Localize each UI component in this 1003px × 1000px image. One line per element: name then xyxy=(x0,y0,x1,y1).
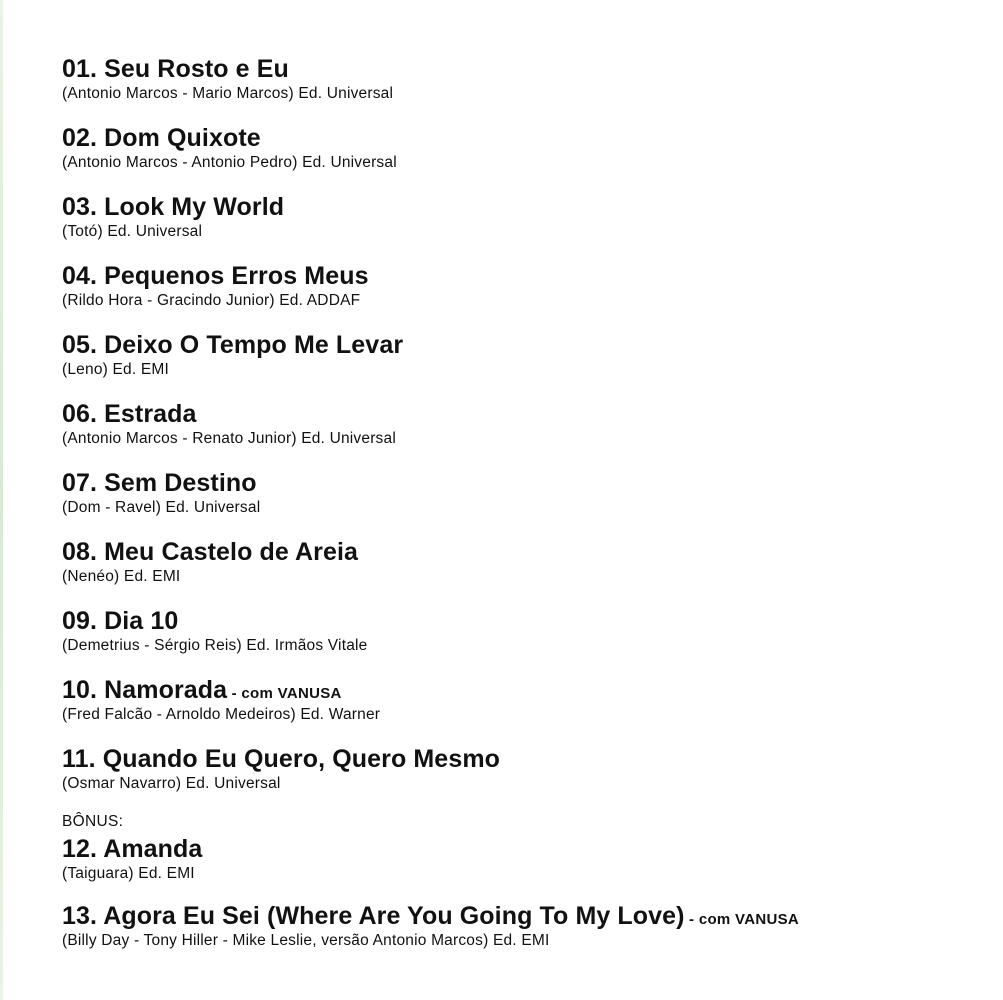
track-title: Seu Rosto e Eu xyxy=(104,55,289,83)
track-title-line xyxy=(62,745,962,773)
track-title: Meu Castelo de Areia xyxy=(104,538,359,566)
track-item xyxy=(62,538,962,607)
track-item xyxy=(62,607,962,676)
track-credits: (Taiguara) Ed. EMI xyxy=(62,865,195,882)
track-number: 13. xyxy=(62,902,98,930)
track-credits: (Osmar Navarro) Ed. Universal xyxy=(62,775,281,792)
track-title: Amanda xyxy=(103,835,203,863)
track-credits: (Antonio Marcos - Antonio Pedro) Ed. Universal xyxy=(62,154,397,171)
track-title-line xyxy=(62,55,962,83)
track-title: Agora Eu Sei (Where Are You Going To My Love) xyxy=(103,902,685,930)
track-number: 11. xyxy=(62,745,96,773)
track-credits: (Nenéo) Ed. EMI xyxy=(62,568,181,585)
track-credits: (Rildo Hora - Gracindo Junior) Ed. ADDAF xyxy=(62,292,361,309)
track-number: 04. xyxy=(62,262,98,290)
track-credits: (Billy Day - Tony Hiller - Mike Leslie, versão Antonio Marcos) Ed. EMI xyxy=(62,932,550,949)
track-credits: (Antonio Marcos - Mario Marcos) Ed. Universal xyxy=(62,85,394,102)
track-credits: (Fred Falcão - Arnoldo Medeiros) Ed. Warner xyxy=(62,706,381,723)
track-item xyxy=(62,902,962,971)
track-number: 08. xyxy=(62,538,98,566)
track-number: 12. xyxy=(62,835,98,863)
track-number: 02. xyxy=(62,124,98,152)
track-item xyxy=(62,55,962,124)
track-credits: (Antonio Marcos - Renato Junior) Ed. Universal xyxy=(62,430,396,447)
track-item xyxy=(62,676,962,745)
track-title: Sem Destino xyxy=(104,469,257,497)
track-title: Dom Quixote xyxy=(104,124,261,152)
track-item xyxy=(62,835,962,902)
track-number: 09. xyxy=(62,607,98,635)
track-title-line xyxy=(62,469,962,497)
track-title-line xyxy=(62,262,962,290)
track-number: 06. xyxy=(62,400,98,428)
track-title-line xyxy=(62,538,962,566)
track-item xyxy=(62,262,962,331)
track-item xyxy=(62,400,962,469)
track-title-line xyxy=(62,607,962,635)
track-featuring: - com VANUSA xyxy=(684,911,800,928)
track-title: Look My World xyxy=(104,193,285,221)
track-list xyxy=(62,55,962,971)
track-number: 01. xyxy=(62,55,98,83)
track-credits: (Dom - Ravel) Ed. Universal xyxy=(62,499,261,516)
track-credits: (Totó) Ed. Universal xyxy=(62,223,203,240)
bonus-label: BÔNUS: xyxy=(62,813,124,830)
track-title: Pequenos Erros Meus xyxy=(104,262,369,290)
page-edge xyxy=(0,0,3,1000)
track-title: Namorada xyxy=(104,676,228,704)
track-credits: (Leno) Ed. EMI xyxy=(62,361,170,378)
track-number: 07. xyxy=(62,469,98,497)
track-title-line xyxy=(62,400,962,428)
track-item xyxy=(62,745,962,814)
track-number: 10. xyxy=(62,676,98,704)
track-title-line xyxy=(62,331,962,359)
track-item xyxy=(62,331,962,400)
track-title-line xyxy=(62,902,962,930)
track-title-line xyxy=(62,835,962,863)
track-title-line xyxy=(62,676,962,704)
track-title: Quando Eu Quero, Quero Mesmo xyxy=(102,745,501,773)
track-credits: (Demetrius - Sérgio Reis) Ed. Irmãos Vitale xyxy=(62,637,368,654)
track-title-line xyxy=(62,124,962,152)
track-number: 05. xyxy=(62,331,98,359)
track-title-line xyxy=(62,193,962,221)
track-title: Estrada xyxy=(104,400,197,428)
track-title: Deixo O Tempo Me Levar xyxy=(104,331,404,359)
track-item xyxy=(62,469,962,538)
track-item xyxy=(62,193,962,262)
track-featuring: - com VANUSA xyxy=(227,685,342,702)
track-number: 03. xyxy=(62,193,98,221)
track-item xyxy=(62,124,962,193)
track-title: Dia 10 xyxy=(104,607,179,635)
